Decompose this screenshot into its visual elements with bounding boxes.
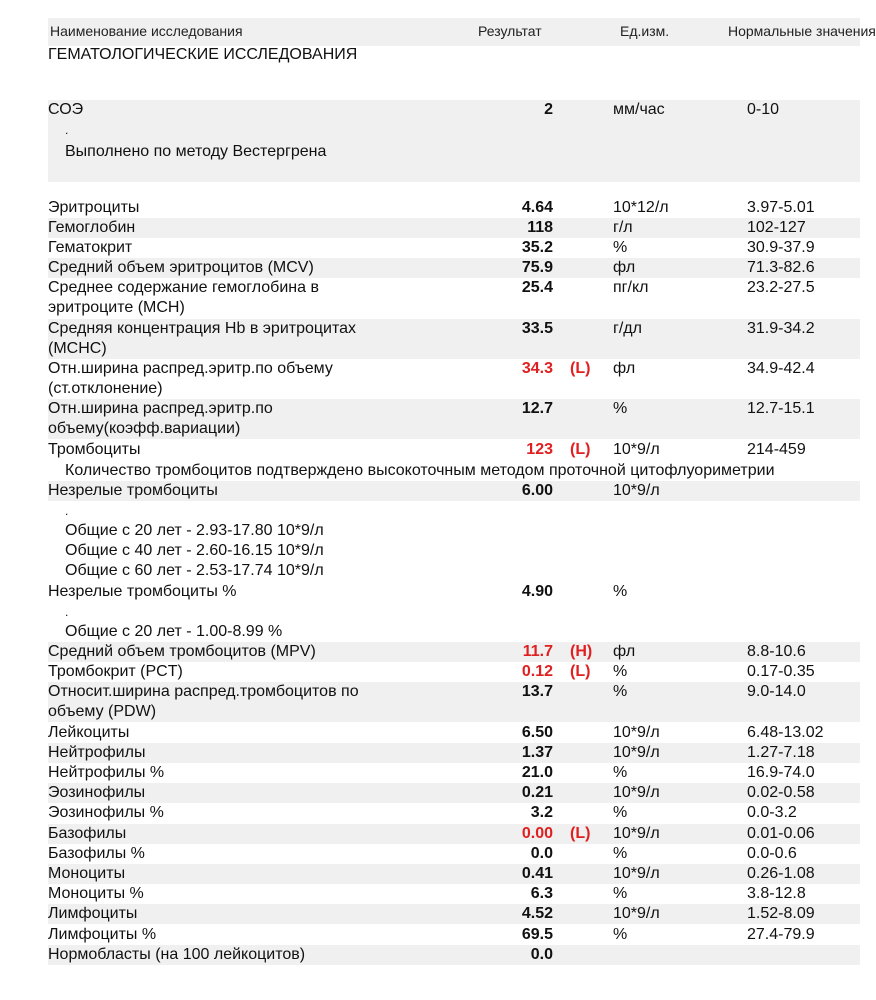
header-result: Результат bbox=[478, 23, 542, 39]
row-value: 6.3 bbox=[530, 885, 553, 902]
row-name: Эозинофилы bbox=[48, 784, 146, 801]
row-unit: 10*9/л bbox=[613, 482, 660, 499]
table-header bbox=[48, 18, 876, 46]
row-norm: 0.01-0.06 bbox=[747, 825, 815, 842]
row-norm: 31.9-34.2 bbox=[747, 320, 815, 337]
table-row bbox=[48, 803, 860, 823]
row-norm: 16.9-74.0 bbox=[747, 764, 815, 781]
table-row bbox=[48, 440, 860, 460]
row-norm: 34.9-42.4 bbox=[747, 360, 815, 377]
row-name: Лимфоциты bbox=[48, 905, 138, 922]
row-value: 0.41 bbox=[521, 865, 553, 882]
row-unit: 10*9/л bbox=[613, 441, 660, 458]
row-name: Относит.ширина распред.тромбоцитов по объему (PDW) bbox=[48, 683, 359, 720]
row-norm: 27.4-79.9 bbox=[747, 926, 815, 943]
row-flag: (L) bbox=[570, 441, 591, 458]
table-row bbox=[48, 904, 860, 924]
table-row bbox=[48, 198, 860, 218]
row-value: 123 bbox=[526, 441, 553, 458]
row-unit: 10*9/л bbox=[613, 825, 660, 842]
row-name: Средний объем эритроцитов (MCV) bbox=[48, 259, 314, 276]
row-flag: (L) bbox=[570, 825, 591, 842]
table-row bbox=[48, 723, 860, 743]
row-flag: (L) bbox=[570, 663, 591, 680]
row-unit: 10*9/л bbox=[613, 744, 660, 761]
row-norm: 102-127 bbox=[747, 219, 806, 236]
platelets-note: Количество тромбоцитов подтверждено высокоточным методом проточной цитофлуориметрии bbox=[65, 462, 775, 479]
row-unit: % bbox=[613, 885, 628, 902]
row-name: Нейтрофилы bbox=[48, 744, 146, 761]
table-row bbox=[48, 662, 860, 682]
row-unit: г/л bbox=[613, 219, 633, 236]
row-norm: 3.8-12.8 bbox=[747, 885, 806, 902]
row-flag: (H) bbox=[570, 643, 593, 660]
row-name: Гемоглобин bbox=[48, 219, 136, 236]
row-unit: 10*9/л bbox=[613, 865, 660, 882]
table-row bbox=[48, 399, 860, 439]
row-name: Средний объем тромбоцитов (MPV) bbox=[48, 643, 316, 660]
row-name: Моноциты % bbox=[48, 885, 144, 902]
row-name: Гематокрит bbox=[48, 239, 133, 256]
table-row bbox=[48, 258, 860, 278]
row-unit: % bbox=[613, 926, 628, 943]
table-row bbox=[48, 864, 860, 884]
row-name: Среднее содержание гемоглобина в эритроците (MCH) bbox=[48, 279, 319, 316]
row-name: Тромбокрит (PCT) bbox=[48, 663, 183, 680]
immature-note-1: Общие с 20 лет - 2.93-17.80 10*9/л bbox=[65, 522, 324, 539]
table-row bbox=[48, 844, 860, 864]
table-row bbox=[48, 743, 860, 763]
row-value: 4.64 bbox=[521, 199, 553, 216]
table-row bbox=[48, 642, 860, 662]
table-row bbox=[48, 945, 860, 965]
table-row bbox=[48, 824, 860, 844]
immature-pct-dot: . bbox=[65, 605, 69, 619]
section-title: ГЕМАТОЛОГИЧЕСКИЕ ИССЛЕДОВАНИЯ bbox=[48, 46, 358, 63]
table-row bbox=[48, 319, 860, 359]
row-value: 3.2 bbox=[530, 804, 553, 821]
row-name: Нормобласты (на 100 лейкоцитов) bbox=[48, 946, 306, 963]
row-name: Эритроциты bbox=[48, 199, 140, 216]
row-norm: 6.48-13.02 bbox=[747, 724, 824, 741]
row-norm: 1.52-8.09 bbox=[747, 905, 815, 922]
row-unit: 10*9/л bbox=[613, 724, 660, 741]
row-name: Тромбоциты bbox=[48, 441, 141, 458]
esr-name: СОЭ bbox=[48, 101, 84, 118]
row-value: 0.12 bbox=[521, 663, 553, 680]
row-unit: г/дл bbox=[613, 320, 642, 337]
row-unit: 10*9/л bbox=[613, 905, 660, 922]
row-name: Средняя концентрация Hb в эритроцитах (MCHC) bbox=[48, 320, 357, 357]
row-value: 4.90 bbox=[521, 583, 553, 600]
immature-dot: . bbox=[65, 504, 69, 518]
row-value: 0.00 bbox=[521, 825, 553, 842]
row-name: Незрелые тромбоциты % bbox=[48, 583, 237, 600]
row-unit: фл bbox=[613, 259, 636, 276]
row-value: 6.50 bbox=[521, 724, 553, 741]
row-norm: 1.27-7.18 bbox=[747, 744, 815, 761]
row-value: 1.37 bbox=[521, 744, 553, 761]
row-name: Эозинофилы % bbox=[48, 804, 164, 821]
esr-norm: 0-10 bbox=[747, 101, 780, 118]
row-unit: % bbox=[613, 845, 628, 862]
row-unit: % bbox=[613, 764, 628, 781]
row-value: 34.3 bbox=[521, 360, 553, 377]
row-value: 25.4 bbox=[521, 279, 553, 296]
row-value: 69.5 bbox=[521, 926, 553, 943]
row-name: Базофилы bbox=[48, 825, 127, 842]
row-unit: пг/кл bbox=[613, 279, 649, 296]
row-name: Моноциты bbox=[48, 865, 126, 882]
row-unit: 10*9/л bbox=[613, 784, 660, 801]
row-value: 35.2 bbox=[521, 239, 553, 256]
row-norm: 30.9-37.9 bbox=[747, 239, 815, 256]
esr-unit: мм/час bbox=[613, 101, 665, 118]
table-row bbox=[48, 238, 860, 258]
row-flag: (L) bbox=[570, 360, 591, 377]
table-row bbox=[48, 359, 860, 399]
row-value: 6.00 bbox=[521, 482, 553, 499]
esr-row bbox=[48, 100, 860, 182]
esr-dot: . bbox=[65, 123, 69, 137]
header-unit: Ед.изм. bbox=[620, 23, 670, 39]
esr-value: 2 bbox=[544, 101, 553, 118]
immature-note-2: Общие с 40 лет - 2.60-16.15 10*9/л bbox=[65, 542, 324, 559]
header-norm: Нормальные значения bbox=[728, 23, 876, 39]
row-norm: 12.7-15.1 bbox=[747, 400, 815, 417]
table-row bbox=[48, 218, 860, 238]
row-unit: % bbox=[613, 239, 628, 256]
row-value: 0.21 bbox=[521, 784, 553, 801]
row-name: Отн.ширина распред.эритр.по объему (ст.отклонение) bbox=[48, 360, 333, 397]
row-value: 118 bbox=[527, 219, 553, 236]
row-norm: 0.0-0.6 bbox=[747, 845, 797, 862]
row-name: Незрелые тромбоциты bbox=[48, 482, 218, 499]
row-norm: 214-459 bbox=[747, 441, 806, 458]
row-unit: 10*12/л bbox=[613, 199, 669, 216]
row-name: Лейкоциты bbox=[48, 724, 130, 741]
row-name: Лимфоциты % bbox=[48, 926, 157, 943]
row-norm: 71.3-82.6 bbox=[747, 259, 815, 276]
table-row bbox=[48, 763, 860, 783]
row-unit: фл bbox=[613, 643, 636, 660]
row-name: Отн.ширина распред.эритр.по объему(коэфф.вариации) bbox=[48, 400, 273, 437]
row-value: 33.5 bbox=[521, 320, 553, 337]
row-name: Базофилы % bbox=[48, 845, 145, 862]
row-value: 11.7 bbox=[522, 643, 553, 660]
row-norm: 0.26-1.08 bbox=[747, 865, 815, 882]
table-row bbox=[48, 278, 860, 318]
row-norm: 9.0-14.0 bbox=[747, 683, 806, 700]
row-value: 0.0 bbox=[530, 845, 553, 862]
row-name: Нейтрофилы % bbox=[48, 764, 165, 781]
row-norm: 23.2-27.5 bbox=[747, 279, 815, 296]
row-unit: % bbox=[613, 663, 628, 680]
row-unit: % bbox=[613, 400, 628, 417]
esr-note: Выполнено по методу Вестергрена bbox=[65, 143, 327, 160]
row-value: 13.7 bbox=[521, 683, 553, 700]
table-row bbox=[48, 884, 860, 904]
immature-note-3: Общие с 60 лет - 2.53-17.74 10*9/л bbox=[65, 562, 324, 579]
table-row bbox=[48, 682, 860, 722]
row-norm: 0.17-0.35 bbox=[747, 663, 815, 680]
row-unit: % bbox=[613, 683, 628, 700]
row-value: 12.7 bbox=[521, 400, 553, 417]
row-norm: 0.02-0.58 bbox=[747, 784, 815, 801]
row-norm: 8.8-10.6 bbox=[747, 643, 806, 660]
row-value: 21.0 bbox=[521, 764, 553, 781]
row-unit: % bbox=[613, 583, 628, 600]
table-row bbox=[48, 925, 860, 945]
table-row bbox=[48, 582, 860, 602]
row-unit: фл bbox=[613, 360, 636, 377]
row-unit: % bbox=[613, 804, 628, 821]
row-norm: 3.97-5.01 bbox=[747, 199, 815, 216]
row-value: 4.52 bbox=[521, 905, 553, 922]
table-row bbox=[48, 481, 860, 501]
immature-pct-note-1: Общие с 20 лет - 1.00-8.99 % bbox=[65, 623, 283, 640]
row-norm: 0.0-3.2 bbox=[747, 804, 797, 821]
row-value: 0.0 bbox=[530, 946, 553, 963]
header-name: Наименование исследования bbox=[50, 23, 243, 39]
row-value: 75.9 bbox=[521, 259, 553, 276]
table-row bbox=[48, 783, 860, 803]
